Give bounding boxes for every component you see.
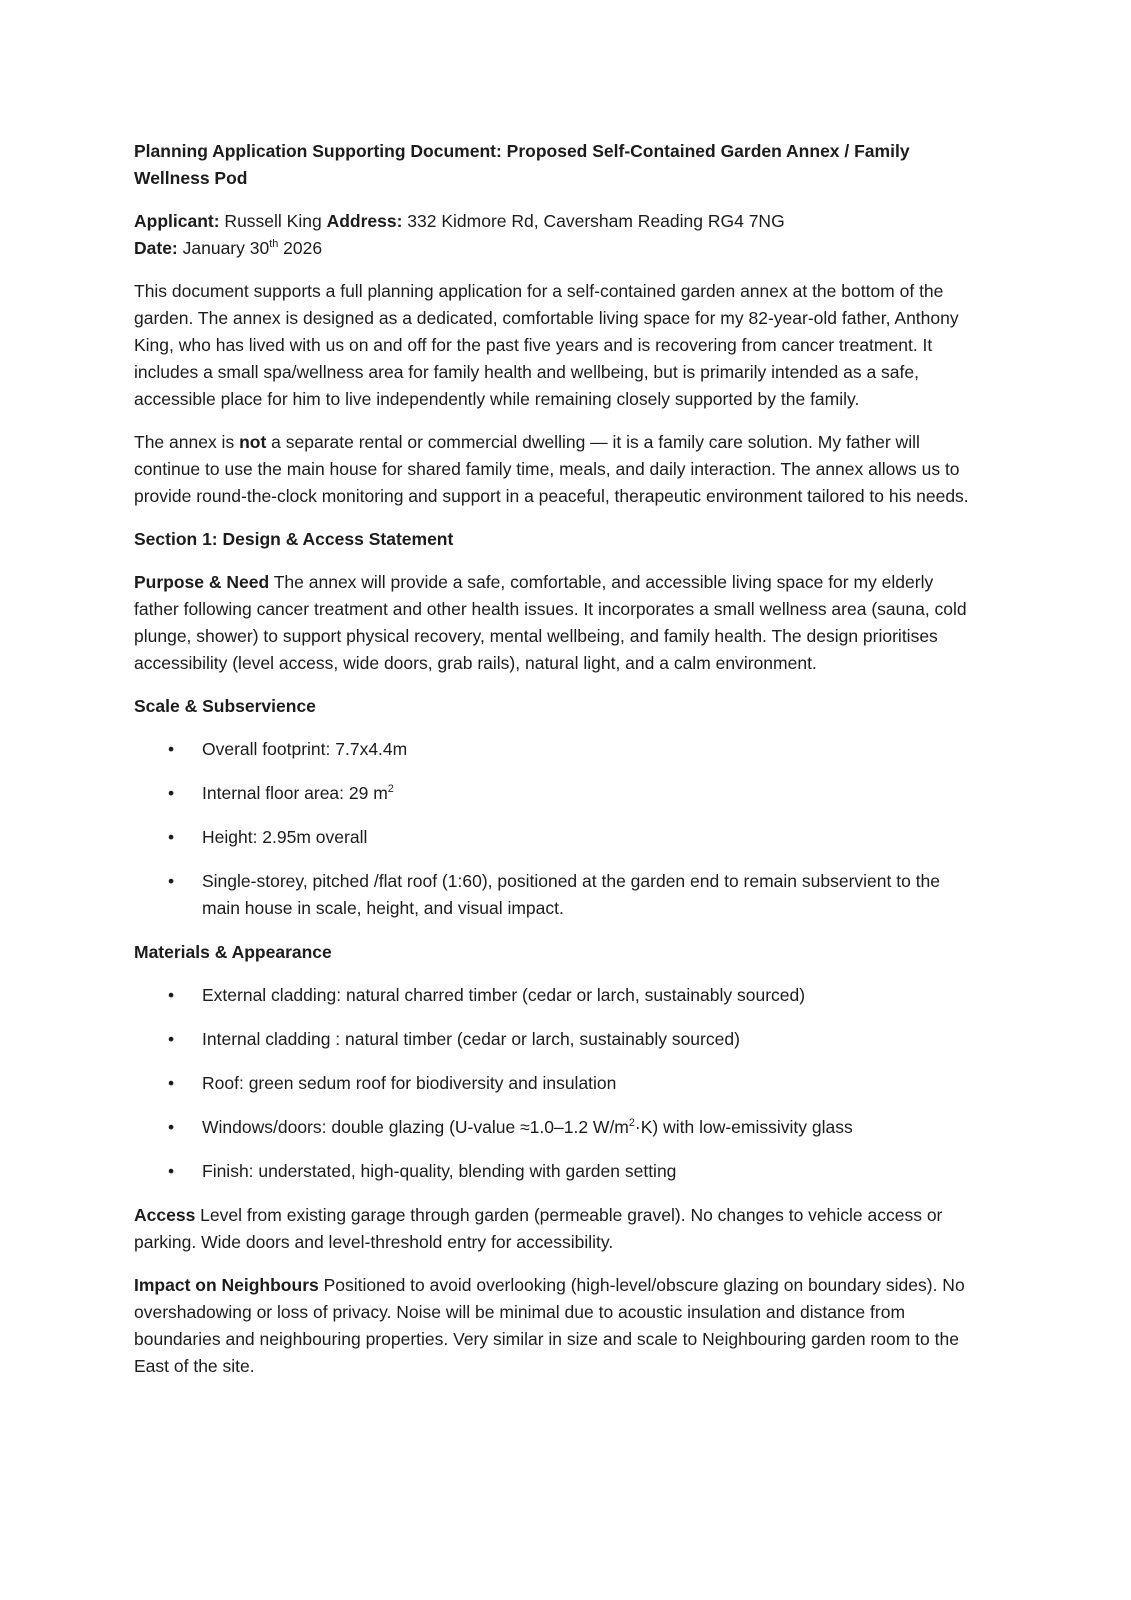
section-heading [134,939,972,966]
text-run: Windows/doors: double glazing (U-value ≈1.0–1.2 W/m [202,1117,629,1137]
bold-text-run: Scale & Subservience [134,696,316,716]
bold-text-run: not [239,432,267,452]
bold-text-run: Address: [326,211,403,231]
text-run: 332 Kidmore Rd, Caversham Reading RG4 7NG [402,211,785,231]
text-run: External cladding: natural charred timber (cedar or larch, sustainably sourced) [202,985,806,1005]
text-run: 2026 [278,238,323,258]
bold-text-run: Impact on Neighbours [134,1275,319,1295]
text-run: Russell King [219,211,327,231]
text-run: ·K) with low-emissivity glass [634,1117,853,1137]
paragraph [134,278,972,413]
bold-text-run: Section 1: Design & Access Statement [134,529,454,549]
superscript-run: th [269,238,279,251]
text-run: January 30 [177,238,270,258]
paragraph [134,208,972,262]
text-run: Single-storey, pitched /flat roof (1:60), positioned at the garden end to remain subservient to the main house in scale, height, and visual impact. [202,871,941,918]
paragraph [134,429,972,510]
text-run: The annex is [134,432,240,452]
bold-text-run: Applicant: [134,211,220,231]
section-heading [134,526,972,553]
bullet-item [134,1026,972,1053]
bullet-item [134,736,972,763]
bold-text-run: Date: [134,238,178,258]
bullet-item [134,1158,972,1185]
bold-text-run: Access [134,1205,196,1225]
document-body [134,208,972,1380]
bullet-item [134,1070,972,1097]
paragraph [134,1272,972,1380]
superscript-run: 2 [628,1117,635,1130]
section-heading [134,693,972,720]
paragraph [134,1202,972,1256]
bullet-item [134,824,972,851]
bullet-list [134,736,972,922]
text-run: Internal floor area: 29 m [202,783,388,803]
text-run: Roof: green sedum roof for biodiversity and insulation [202,1073,617,1093]
text-run: Overall footprint: 7.7x4.4m [202,739,408,759]
bullet-item [134,868,972,922]
text-run: This document supports a full planning application for a self-contained garden annex at the bottom of the garden. The annex is designed as a dedicated, comfortable living space for my 82-year-old father, Anthony King, who has lived with us on and off for the past five years and is recovering from cancer treatment. It includes a small spa/wellness area for family health and wellbeing, but is primarily intended as a safe, accessible place for him to live independently while remaining closely supported by the family. [134,281,959,409]
bullet-list [134,982,972,1185]
bold-text-run: Purpose & Need [134,572,270,592]
text-run: a separate rental or commercial dwelling — it is a family care solution. My father will continue to use the main house for shared family time, meals, and daily interaction. The annex allows us to provide round-the-clock monitoring and support in a peaceful, therapeutic environment tailored to his needs. [134,432,969,506]
superscript-run: 2 [387,783,394,796]
text-run: Finish: understated, high-quality, blending with garden setting [202,1161,677,1181]
bullet-item [134,982,972,1009]
text-run: The annex will provide a safe, comfortable, and accessible living space for my elderly father following cancer treatment and other health issues. It incorporates a small wellness area (sauna, cold plunge, shower) to support physical recovery, mental wellbeing, and family health. The design prioritises accessibility (level access, wide doors, grab rails), natural light, and a calm environment. [134,572,967,673]
text-run: Positioned to avoid overlooking (high-level/obscure glazing on boundary sides). No overshadowing or loss of privacy. Noise will be minimal due to acoustic insulation and distance from boundaries and neighbouring properties. Very similar in size and scale to Neighbouring garden room to the East of the site. [134,1275,965,1376]
paragraph [134,569,972,677]
text-run: Level from existing garage through garden (permeable gravel). No changes to vehicle access or parking. Wide doors and level-threshold entry for accessibility. [134,1205,943,1252]
text-run: Height: 2.95m overall [202,827,368,847]
bold-text-run: Materials & Appearance [134,942,332,962]
bullet-item [134,1114,972,1141]
text-run: Internal cladding : natural timber (cedar or larch, sustainably sourced) [202,1029,740,1049]
bullet-item [134,780,972,807]
document-title: Planning Application Supporting Document: Proposed Self-Contained Garden Annex / Family Wellness Pod [134,141,910,188]
